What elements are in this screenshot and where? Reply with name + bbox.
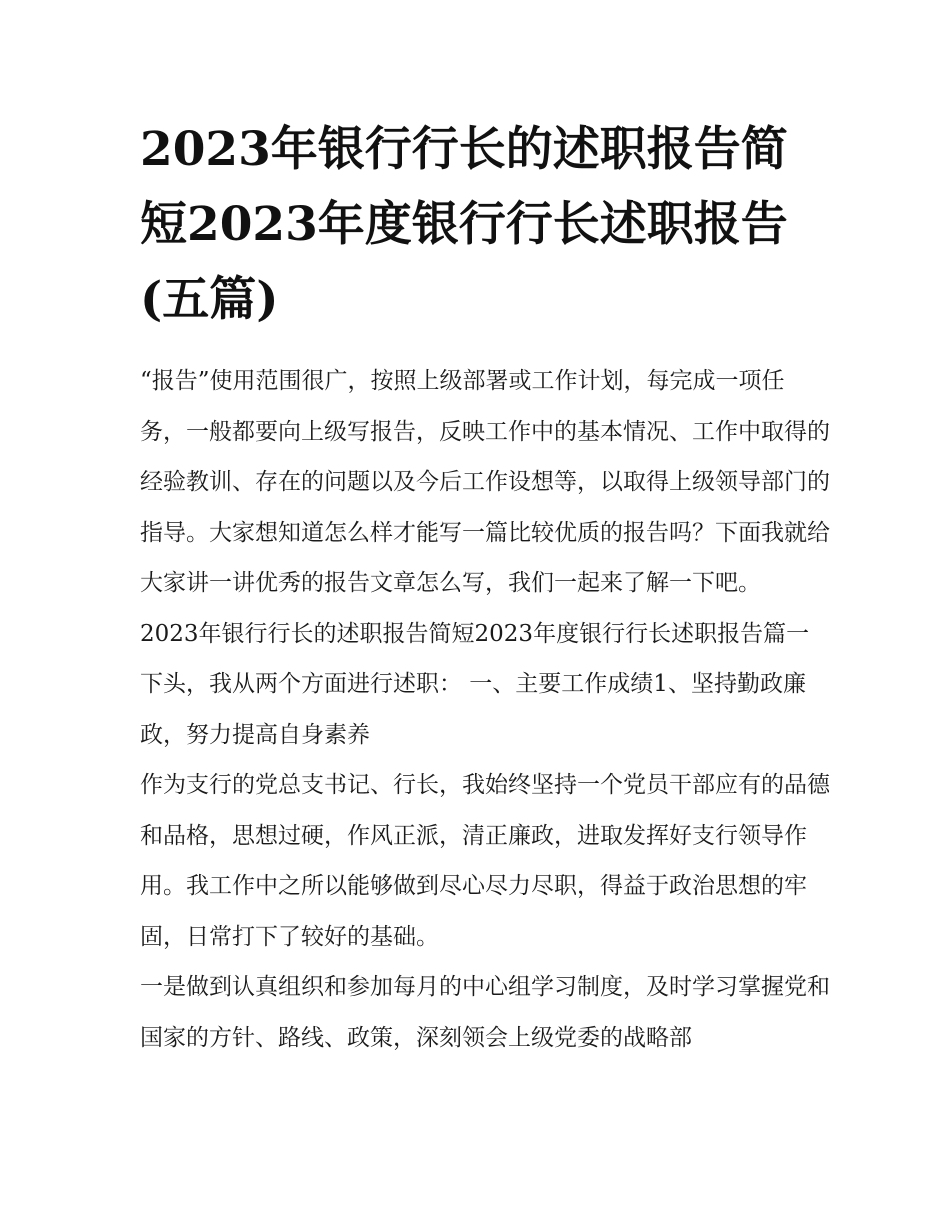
paragraph-party-role: 作为支行的党总支书记、行长，我始终坚持一个党员干部应有的品德和品格，思想过硬，作风正派，清正廉政，进取发挥好支行领导作用。我工作中之所以能够做到尽心尽力尽职，得益于政治思想的牢固，日常打下了较好的基础。: [140, 772, 830, 950]
paragraph-section-heading: 2023年银行行长的述职报告简短2023年度银行行长述职报告篇一 下头，我从两个方面进行述职： 一、主要工作成绩1、坚持勤政廉政，努力提高自身素养: [140, 620, 810, 748]
paragraph-study: 一是做到认真组织和参加每月的中心组学习制度，及时学习掌握党和国家的方针、路线、政策，深刻领会上级党委的战略部: [140, 974, 830, 1051]
document-body: [140, 356, 830, 1063]
document-title: 2023年银行行长的述职报告简短2023年度银行行长述职报告(五篇): [140, 122, 788, 327]
paragraph-intro: “报告”使用范围很广，按照上级部署或工作计划，每完成一项任务，一般都要向上级写报告，反映工作中的基本情况、工作中取得的经验教训、存在的问题以及今后工作设想等，以取得上级领导部门的指导。大家想知道怎么样才能写一篇比较优质的报告吗？下面我就给大家讲一讲优秀的报告文章怎么写，我们一起来了解一下吧。: [140, 368, 830, 596]
